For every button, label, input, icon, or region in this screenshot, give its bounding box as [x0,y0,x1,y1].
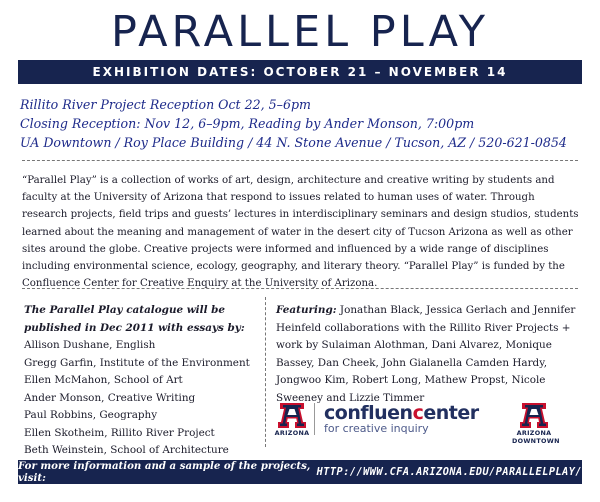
footer-url-link[interactable]: HTTP://WWW.CFA.ARIZONA.EDU/PARALLELPLAY/ [316,466,582,478]
ua-a-icon [519,402,549,429]
divider [22,160,578,161]
featuring-section [276,302,576,407]
featuring-text: Jonathan Black, Jessica Gerlach and Jennifer Heinfeld collaborations with the Rillito River Projects + work by Sulaiman Alothman, Dani Alvarez, Monique Bassey, Dan Cheek, John Gialanella Camden Hardy, Jongwoo Kim, Robert Long, Mathew Propst, Nicole Sweeney and Lizzie Timmer [276,304,576,404]
page-title: PARALLEL PLAY [110,7,490,57]
event-venue: UA Downtown / Roy Place Building / 44 N. Stone Avenue / Tucson, AZ / 520-621-0854 [20,135,567,150]
ua-downtown-word: ARIZONA [516,429,552,437]
ua-a-icon [277,402,307,429]
catalogue-intro-line: published in Dec 2011 with essays by: [24,321,245,334]
essayist-item: Ellen McMahon, School of Art [24,374,183,386]
confluence-wordmark-accent: c [412,402,424,424]
footer-text: For more information and a sample of the projects, visit: [18,460,311,484]
essayist-item: Ellen Skotheim, Rillito River Project [24,426,215,439]
essayist-item: Allison Dushane, English [24,339,156,351]
essayist-item: Paul Robbins, Geography [24,409,158,421]
ua-downtown-logo [512,402,560,445]
confluence-wordmark-end: enter [423,402,479,424]
exhibition-dates-text: EXHIBITION DATES: OCTOBER 21 – NOVEMBER 14 [92,65,508,79]
exhibition-dates-banner [18,60,582,84]
catalogue-section [24,302,259,460]
event-list [20,95,585,152]
confluence-tagline: for creative inquiry [324,422,429,435]
ua-downtown-word: DOWNTOWN [512,437,560,445]
event-closing: Closing Reception: Nov 12, 6–9pm, Reading by Ander Monson, 7:00pm [20,116,475,131]
featuring-label: Featuring: [276,304,337,316]
footer-banner [18,460,582,484]
essayist-item: Ander Monson, Creative Writing [24,391,196,404]
column-divider [265,297,266,447]
confluence-center-logo [314,403,479,435]
catalogue-intro-line: The Parallel Play catalogue will be [24,304,226,316]
event-reception: Rillito River Project Reception Oct 22, 5–6pm [20,97,311,112]
ua-logo-word: ARIZONA [274,429,310,437]
confluence-wordmark: confluen [324,402,413,424]
ua-logo [270,402,314,437]
divider [22,288,578,289]
essayist-item: Beth Weinstein, School of Architecture [24,444,229,456]
description-paragraph: “Parallel Play” is a collection of works of art, design, architecture and creative writing by students and faculty at the University of Arizona that respond to issues related to human uses of water. Through research projects, field trips and guests’ lectures in interdisciplinary seminars and design studios, students learned about the meaning and management of water in the desert city of Tucson Arizona as well as other sites around the globe. Creative projects were informed and influenced by a wide range of disciplines including environmental science, ecology, geography, and literary theory. “Parallel Play” is funded by the Confluence Center for Creative Enquiry at the University of Arizona. [22,175,579,290]
essayist-item: Gregg Garfin, Institute of the Environment [24,356,250,369]
